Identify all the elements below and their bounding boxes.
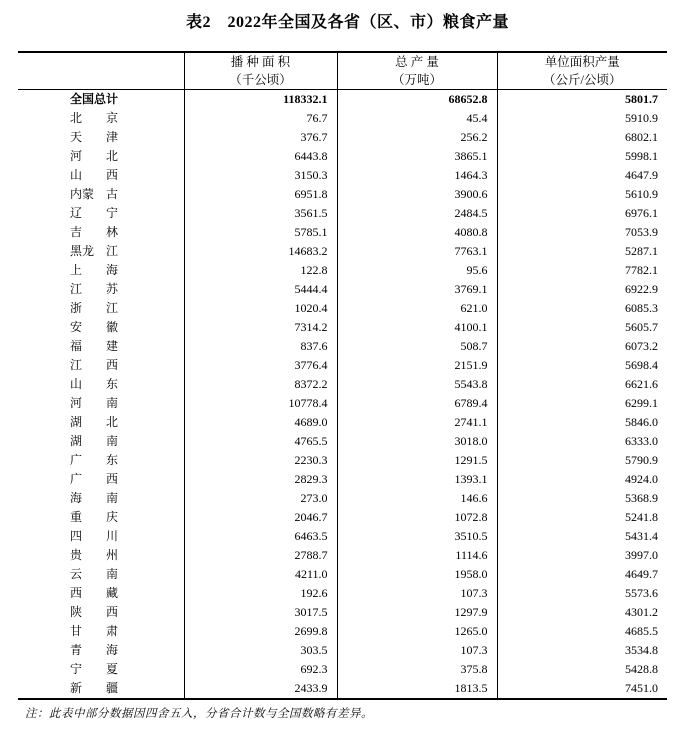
region-label xyxy=(18,546,184,565)
total-output-value: 3018.0 xyxy=(337,432,497,451)
unit-yield-value: 5241.8 xyxy=(625,510,658,525)
table-body xyxy=(18,90,667,700)
total-output-value: 3769.1 xyxy=(337,280,497,299)
total-output-value: 6789.4 xyxy=(337,394,497,413)
header-total-output-line1: 总 产 量 xyxy=(395,55,439,69)
header-unit-yield-line2: （公斤/公顷） xyxy=(543,73,622,88)
region-label xyxy=(18,299,184,318)
region-label xyxy=(18,128,184,147)
header-row xyxy=(18,52,667,90)
region-label-text: 陕 西 xyxy=(70,605,118,620)
region-label-text: 福 建 xyxy=(70,339,118,354)
sown-area-value: 6443.8 xyxy=(184,147,337,166)
sown-area-value: 76.7 xyxy=(184,109,337,128)
region-label xyxy=(18,280,184,299)
region-label-text: 贵 州 xyxy=(70,548,118,563)
sown-area-value: 692.3 xyxy=(184,660,337,679)
sown-area-value: 2046.7 xyxy=(184,508,337,527)
sown-area-value: 192.6 xyxy=(184,584,337,603)
sown-area-value: 3017.5 xyxy=(184,603,337,622)
region-label xyxy=(18,166,184,185)
sown-area-value: 4689.0 xyxy=(184,413,337,432)
region-label-text: 西 藏 xyxy=(70,586,118,601)
total-output-value: 4100.1 xyxy=(337,318,497,337)
table-row xyxy=(18,90,667,110)
region-label-text: 浙 江 xyxy=(70,301,118,316)
region-label-text: 天 津 xyxy=(70,130,118,145)
unit-yield-value: 4647.9 xyxy=(625,168,658,183)
total-output-value: 3865.1 xyxy=(337,147,497,166)
total-output-value: 1297.9 xyxy=(337,603,497,622)
sown-area-value: 10778.4 xyxy=(184,394,337,413)
table-row xyxy=(18,451,667,470)
region-label-text: 宁 夏 xyxy=(70,662,118,677)
table-row xyxy=(18,356,667,375)
region-label xyxy=(18,470,184,489)
unit-yield-value: 6073.2 xyxy=(625,339,658,354)
region-label-text: 青 海 xyxy=(70,643,118,658)
sown-area-value: 2829.3 xyxy=(184,470,337,489)
region-label xyxy=(18,242,184,261)
table-row xyxy=(18,109,667,128)
region-label-text: 甘 肃 xyxy=(70,624,118,639)
header-unit-yield-line1: 单位面积产量 xyxy=(544,55,620,69)
sown-area-value: 376.7 xyxy=(184,128,337,147)
unit-yield-value: 5910.9 xyxy=(625,111,658,126)
region-label-text: 山 西 xyxy=(70,168,118,183)
region-label-text: 湖 北 xyxy=(70,415,118,430)
region-label xyxy=(18,451,184,470)
header-unit-yield xyxy=(497,52,667,90)
total-output-value: 107.3 xyxy=(337,584,497,603)
region-label xyxy=(18,584,184,603)
region-label-text: 上 海 xyxy=(70,263,118,278)
total-output-value: 7763.1 xyxy=(337,242,497,261)
region-label xyxy=(18,622,184,641)
region-label xyxy=(18,508,184,527)
sown-area-value: 4211.0 xyxy=(184,565,337,584)
total-output-value: 1265.0 xyxy=(337,622,497,641)
unit-yield-value: 6085.3 xyxy=(625,301,658,316)
region-label xyxy=(18,261,184,280)
unit-yield-value: 7782.1 xyxy=(625,263,658,278)
table-row xyxy=(18,166,667,185)
unit-yield-value: 3534.8 xyxy=(625,643,658,658)
table-row xyxy=(18,337,667,356)
table-row xyxy=(18,565,667,584)
region-label xyxy=(18,337,184,356)
region-label-text: 辽 宁 xyxy=(70,206,118,221)
unit-yield-value: 5573.6 xyxy=(625,586,658,601)
region-label xyxy=(18,679,184,699)
region-label xyxy=(18,375,184,394)
total-output-value: 146.6 xyxy=(337,489,497,508)
region-label xyxy=(18,565,184,584)
table-row xyxy=(18,242,667,261)
region-label-text: 重 庆 xyxy=(70,510,118,525)
table-row xyxy=(18,223,667,242)
total-output-value: 1813.5 xyxy=(337,679,497,699)
sown-area-value: 6951.8 xyxy=(184,185,337,204)
unit-yield-value: 5801.7 xyxy=(625,92,658,107)
unit-yield-value: 5846.0 xyxy=(625,415,658,430)
unit-yield-value: 5698.4 xyxy=(625,358,658,373)
region-label xyxy=(18,185,184,204)
total-output-value: 1393.1 xyxy=(337,470,497,489)
total-output-value: 3510.5 xyxy=(337,527,497,546)
region-label-text: 河 北 xyxy=(70,149,118,164)
table-row xyxy=(18,432,667,451)
unit-yield-value: 6802.1 xyxy=(625,130,658,145)
region-label xyxy=(18,147,184,166)
unit-yield-value: 4301.2 xyxy=(625,605,658,620)
header-sown-area xyxy=(184,52,337,90)
header-sown-area-line2: （千公顷） xyxy=(229,73,292,88)
region-label-text: 黑龙 江 xyxy=(70,244,118,259)
region-label-text: 江 苏 xyxy=(70,282,118,297)
region-label-text: 吉 林 xyxy=(70,225,118,240)
region-label xyxy=(18,394,184,413)
sown-area-value: 4765.5 xyxy=(184,432,337,451)
sown-area-value: 3776.4 xyxy=(184,356,337,375)
sown-area-value: 5785.1 xyxy=(184,223,337,242)
unit-yield-value: 4649.7 xyxy=(625,567,658,582)
table-header xyxy=(18,52,667,90)
page-title: 表2 2022年全国及各省（区、市）粮食产量 xyxy=(185,14,509,31)
total-output-value: 5543.8 xyxy=(337,375,497,394)
total-output-value: 621.0 xyxy=(337,299,497,318)
region-label xyxy=(18,489,184,508)
unit-yield-value: 5287.1 xyxy=(625,244,658,259)
sown-area-value: 14683.2 xyxy=(184,242,337,261)
region-label xyxy=(18,223,184,242)
table-row xyxy=(18,204,667,223)
sown-area-value: 3150.3 xyxy=(184,166,337,185)
sown-area-value: 7314.2 xyxy=(184,318,337,337)
table-row xyxy=(18,508,667,527)
region-label-text: 山 东 xyxy=(70,377,118,392)
total-output-value: 1072.8 xyxy=(337,508,497,527)
header-corner-cell xyxy=(18,52,184,90)
region-label xyxy=(18,641,184,660)
unit-yield-value: 7053.9 xyxy=(625,225,658,240)
unit-yield-value: 6299.1 xyxy=(625,396,658,411)
total-output-value: 95.6 xyxy=(337,261,497,280)
total-output-value: 4080.8 xyxy=(337,223,497,242)
table-row xyxy=(18,546,667,565)
table-row xyxy=(18,470,667,489)
sown-area-value: 2433.9 xyxy=(184,679,337,699)
unit-yield-value: 6333.0 xyxy=(625,434,658,449)
region-label-text: 云 南 xyxy=(70,567,118,582)
region-label xyxy=(18,603,184,622)
region-label xyxy=(18,318,184,337)
header-total-output-line2: （万吨） xyxy=(391,73,442,88)
table-row xyxy=(18,489,667,508)
region-label-text: 内蒙 古 xyxy=(70,187,118,202)
region-label xyxy=(18,527,184,546)
region-label-text: 全国总计 xyxy=(70,92,119,107)
table-row xyxy=(18,413,667,432)
table-row xyxy=(18,603,667,622)
unit-yield-value: 5998.1 xyxy=(625,149,658,164)
total-output-value: 68652.8 xyxy=(337,90,497,110)
sown-area-value: 6463.5 xyxy=(184,527,337,546)
region-label-text: 北 京 xyxy=(70,111,118,126)
header-total-output xyxy=(337,52,497,90)
footnote: 注：此表中部分数据因四舍五入，分省合计数与全国数略有差异。 xyxy=(25,708,373,721)
table-row xyxy=(18,280,667,299)
table-row xyxy=(18,641,667,660)
sown-area-value: 5444.4 xyxy=(184,280,337,299)
total-output-value: 375.8 xyxy=(337,660,497,679)
grain-production-table xyxy=(18,51,667,700)
table-row xyxy=(18,584,667,603)
unit-yield-value: 6621.6 xyxy=(625,377,658,392)
region-label xyxy=(18,432,184,451)
total-output-value: 1291.5 xyxy=(337,451,497,470)
total-output-value: 256.2 xyxy=(337,128,497,147)
unit-yield-value: 5428.8 xyxy=(625,662,658,677)
total-output-value: 1114.6 xyxy=(337,546,497,565)
sown-area-value: 837.6 xyxy=(184,337,337,356)
unit-yield-value: 3997.0 xyxy=(625,548,658,563)
region-label-text: 河 南 xyxy=(70,396,118,411)
unit-yield-value: 6922.9 xyxy=(625,282,658,297)
sown-area-value: 8372.2 xyxy=(184,375,337,394)
sown-area-value: 303.5 xyxy=(184,641,337,660)
region-label xyxy=(18,660,184,679)
region-label xyxy=(18,109,184,128)
total-output-value: 1464.3 xyxy=(337,166,497,185)
total-output-value: 2484.5 xyxy=(337,204,497,223)
unit-yield-value: 7451.0 xyxy=(625,681,658,696)
sown-area-value: 2230.3 xyxy=(184,451,337,470)
region-label xyxy=(18,204,184,223)
header-sown-area-line1: 播 种 面 积 xyxy=(230,55,291,69)
table-row xyxy=(18,660,667,679)
total-output-value: 107.3 xyxy=(337,641,497,660)
unit-yield-value: 4685.5 xyxy=(625,624,658,639)
region-label-text: 安 徽 xyxy=(70,320,118,335)
region-label xyxy=(18,90,184,110)
table-row xyxy=(18,375,667,394)
total-output-value: 2151.9 xyxy=(337,356,497,375)
unit-yield-value: 5368.9 xyxy=(625,491,658,506)
table-row xyxy=(18,622,667,641)
sown-area-value: 3561.5 xyxy=(184,204,337,223)
region-label-text: 四 川 xyxy=(70,529,118,544)
region-label-text: 新 疆 xyxy=(70,681,118,696)
total-output-value: 1958.0 xyxy=(337,565,497,584)
sown-area-value: 2699.8 xyxy=(184,622,337,641)
sown-area-value: 122.8 xyxy=(184,261,337,280)
sown-area-value: 2788.7 xyxy=(184,546,337,565)
region-label xyxy=(18,413,184,432)
table-row xyxy=(18,147,667,166)
total-output-value: 2741.1 xyxy=(337,413,497,432)
table-row xyxy=(18,679,667,699)
table-row xyxy=(18,261,667,280)
unit-yield-value: 5790.9 xyxy=(625,453,658,468)
region-label-text: 广 西 xyxy=(70,472,118,487)
table-row xyxy=(18,128,667,147)
region-label-text: 江 西 xyxy=(70,358,118,373)
unit-yield-value: 5605.7 xyxy=(625,320,658,335)
table-row xyxy=(18,527,667,546)
sown-area-value: 273.0 xyxy=(184,489,337,508)
region-label xyxy=(18,356,184,375)
sown-area-value: 1020.4 xyxy=(184,299,337,318)
region-label-text: 广 东 xyxy=(70,453,118,468)
region-label-text: 海 南 xyxy=(70,491,118,506)
unit-yield-value: 6976.1 xyxy=(625,206,658,221)
unit-yield-value: 5610.9 xyxy=(625,187,658,202)
table-row xyxy=(18,318,667,337)
total-output-value: 45.4 xyxy=(337,109,497,128)
total-output-value: 3900.6 xyxy=(337,185,497,204)
total-output-value: 508.7 xyxy=(337,337,497,356)
unit-yield-value: 5431.4 xyxy=(625,529,658,544)
unit-yield-value: 4924.0 xyxy=(625,472,658,487)
table-row xyxy=(18,185,667,204)
table-row xyxy=(18,299,667,318)
region-label-text: 湖 南 xyxy=(70,434,118,449)
sown-area-value: 118332.1 xyxy=(184,90,337,110)
table-row xyxy=(18,394,667,413)
